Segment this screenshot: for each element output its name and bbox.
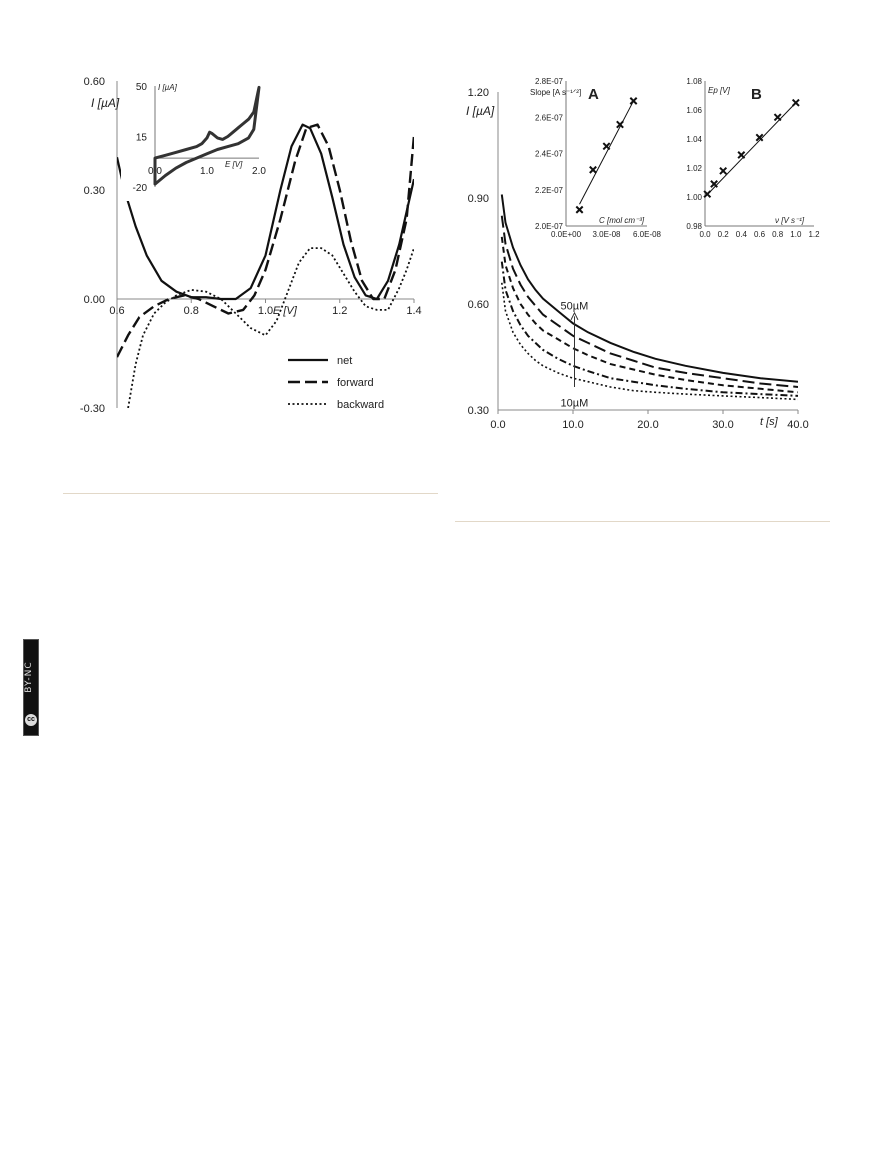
inset-A-plot (530, 77, 662, 239)
left-divider (63, 493, 438, 494)
annotation-50uM: 50µM (560, 300, 589, 313)
y-tick-label: 0.90 (467, 193, 489, 205)
inset-B-fit-line (705, 103, 796, 197)
legend-label-forward: forward (337, 377, 374, 389)
x-tick-label: 10.0 (562, 419, 584, 431)
y-tick-label: 0.60 (83, 76, 105, 88)
inset-B-y-tick-label: 1.00 (686, 193, 702, 202)
y-tick-label: 0.00 (83, 294, 105, 306)
inset-B-x-tick-label: 0.6 (753, 230, 766, 239)
y-tick-label: 0.60 (467, 299, 489, 311)
inset-B-x-axis-label: ν [V s⁻¹] (775, 216, 805, 225)
inset-A-data-point (630, 98, 636, 104)
inset-B-data-point (738, 152, 744, 158)
inset-x-tick-label: 2.0 (252, 166, 266, 178)
inset-A-y-axis-label: Slope [A s⁻¹ᐟ²] (530, 88, 582, 97)
y-tick-label: 0.30 (83, 185, 105, 197)
inset-B-data-point (720, 168, 726, 174)
voltammogram-chart (63, 73, 438, 425)
y-tick-label: 0.30 (467, 405, 489, 417)
inset-plot (121, 79, 271, 201)
concentration-curve-4 (502, 262, 798, 396)
concentration-curve-3 (502, 237, 798, 392)
chronoamperogram-chart (455, 73, 831, 433)
inset-y-tick-label: 50 (135, 82, 147, 93)
inset-x-tick-label: 0.0 (148, 166, 162, 178)
inset-B-x-tick-label: 0.0 (699, 230, 711, 239)
inset-A-data-point (603, 143, 609, 149)
x-tick-label: 20.0 (637, 419, 659, 431)
inset-A-y-tick-label: 2.4E-07 (534, 149, 563, 159)
left-figure-panel (63, 73, 438, 425)
inset-A-fit-line (580, 101, 634, 204)
x-tick-label: 40.0 (787, 419, 809, 431)
inset-B-y-tick-label: 1.06 (686, 106, 702, 115)
y-tick-label: 1.20 (467, 87, 489, 99)
annotation-10uM: 10µM (560, 397, 589, 410)
inset-B-x-tick-label: 0.4 (735, 230, 747, 239)
inset-A-y-tick-label: 2.6E-07 (534, 113, 563, 123)
x-tick-label: 1.0 (257, 305, 274, 317)
inset-A-x-axis-label: C [mol cm⁻³] (599, 216, 645, 225)
x-axis-label: t [s] (760, 416, 778, 428)
legend-label-backward: backward (337, 399, 385, 411)
y-axis-label: I [µA] (466, 104, 495, 118)
license-badge-text: BY-NC (24, 661, 34, 693)
inset-B-x-tick-label: 1.2 (808, 230, 820, 239)
license-badge[interactable] (23, 639, 39, 736)
right-figure-panel (455, 73, 831, 433)
inset-B-x-tick-label: 1.0 (790, 230, 802, 239)
x-axis-label: E [V] (272, 305, 297, 317)
inset-B-data-point (711, 181, 717, 187)
inset-A-title: A (588, 86, 599, 103)
inset-B-x-tick-label: 0.2 (717, 230, 729, 239)
inset-B-data-point (774, 114, 780, 120)
cc-icon: cc (25, 714, 37, 726)
y-axis-label: I [µA] (91, 96, 120, 110)
x-tick-label: 0.8 (183, 305, 199, 317)
inset-x-axis-label: E [V] (225, 160, 243, 170)
inset-B-y-tick-label: 1.02 (686, 164, 702, 173)
legend (288, 355, 384, 411)
x-tick-label: 0.0 (490, 419, 506, 431)
inset-B-data-point (793, 100, 799, 106)
inset-B-y-tick-label: 0.98 (686, 222, 702, 231)
x-tick-label: 0.6 (109, 305, 125, 317)
inset-B-title: B (751, 86, 762, 103)
inset-A-data-point (576, 206, 582, 212)
inset-x-tick-label: 1.0 (200, 166, 214, 178)
x-tick-label: 30.0 (712, 419, 734, 431)
inset-y-axis-label: I [µA] (158, 83, 177, 92)
inset-A-x-tick-label: 3.0E-08 (592, 230, 621, 239)
inset-A-y-tick-label: 2.0E-07 (534, 222, 563, 231)
inset-A-data-point (590, 167, 596, 173)
inset-B-y-tick-label: 1.04 (686, 135, 702, 144)
inset-A-y-tick-label: 2.2E-07 (534, 185, 563, 195)
right-divider (455, 521, 830, 522)
inset-B-y-axis-label: Ep [V] (708, 86, 730, 95)
x-tick-label: 1.2 (332, 305, 348, 317)
inset-A-y-tick-label: 2.8E-07 (534, 77, 563, 86)
inset-y-tick-label: 15 (135, 132, 147, 144)
inset-y-tick-label: -20 (132, 183, 147, 194)
inset-B-y-tick-label: 1.08 (686, 77, 702, 86)
inset-A-x-tick-label: 0.0E+00 (550, 230, 582, 239)
inset-A-x-tick-label: 6.0E-08 (632, 230, 662, 239)
y-tick-label: -0.30 (79, 403, 105, 415)
legend-label-net: net (337, 355, 353, 367)
inset-B-x-tick-label: 0.8 (772, 230, 784, 239)
inset-B-plot (686, 77, 820, 239)
x-tick-label: 1.4 (406, 305, 422, 317)
